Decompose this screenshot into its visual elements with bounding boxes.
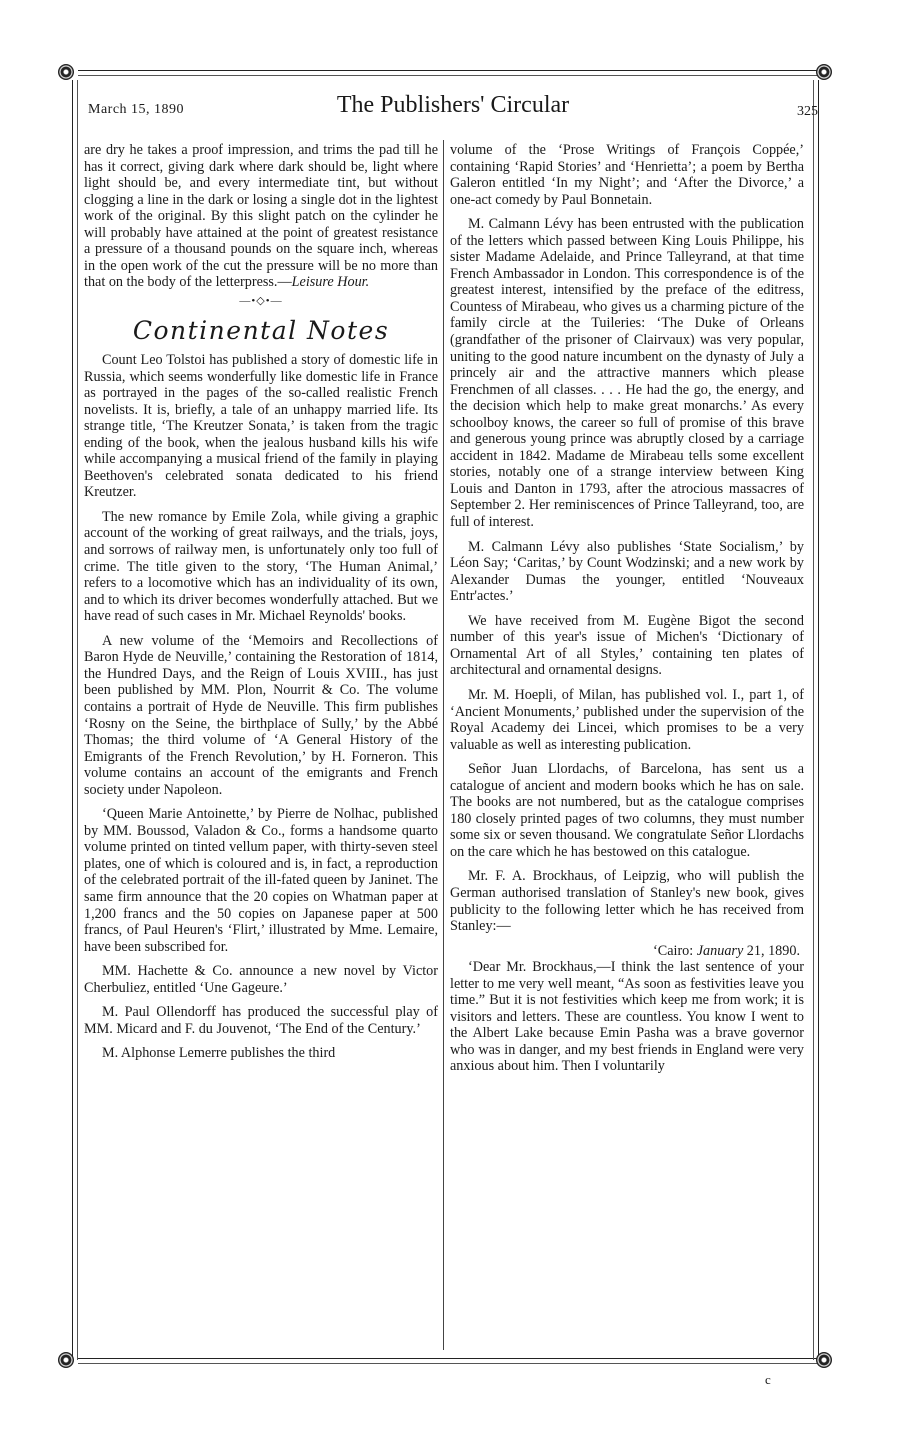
left-column	[84, 142, 438, 1070]
corner-ornament-icon	[816, 1352, 832, 1368]
top-border-rule-inner	[78, 75, 818, 76]
bottom-border-rule	[78, 1358, 818, 1359]
paragraph-text: are dry he takes a proof impression, and trims the pad till he has it correct, giving dark where dark should be, light where light should be, and every intermediate tint, but without clogging a line in the dark or losing a single dot in the lightest work of the original. By this slight patch on the cylinder he will probably have attained at the point of greatest resistance a pressure of a thousand pounds on the square inch, whereas in the open work of the cut the pressure will be no more than that on the body of the letterpress.—	[84, 142, 438, 291]
dateline-month: January	[696, 942, 744, 959]
paragraph: The new romance by Emile Zola, while giving a graphic account of the working of great railways, and the trials, joys, and sorrows of railway men, is unfortunately only too full of crime. The title given to the story, ‘The Human Animal,’ refers to a locomotive which has an individuality of its own, and to which its driver becomes wonderfully attached. But we have read of such cases in Mr. Michael Reynolds' books.	[84, 508, 438, 625]
running-header	[88, 92, 818, 126]
paragraph: volume of the ‘Prose Writings of François Coppée,’ containing ‘Rapid Stories’ and ‘Henrietta’; a poem by Bertha Galeron entitled ‘In my Night’; and ‘After the Divorce,’ a one-act comedy by Paul Bonnetain.	[450, 142, 804, 208]
page-number: 325	[797, 104, 818, 119]
right-border-rule-inner	[813, 80, 814, 1360]
paragraph: Señor Juan Llordachs, of Barcelona, has sent us a catalogue of ancient and modern books which he has on sale. The books are not numbered, but as the catalogue comprises 180 closely printed pages of two columns, they must number some six or seven thousand. We congratulate Señor Llordachs on the care which he has bestowed on this catalogue.	[450, 761, 804, 860]
bottom-border-rule-inner	[78, 1363, 818, 1364]
issue-date: March 15, 1890	[88, 102, 185, 117]
article-continuation	[84, 142, 438, 291]
paragraph: Count Leo Tolstoi has published a story of domestic life in Russia, which seems wonderfully like domestic life in France as portrayed in the pages of the so-called realistic French novelists. It is, briefly, a tale of an unhappy married life. Its strange title, ‘The Kreutzer Sonata,’ is taken from the tragic ending of the book, when the jealous husband kills his wife while accompanying a musical friend of the family in playing Beethoven's celebrated sonata dedicated to his friend Kreutzer.	[84, 352, 438, 501]
paragraph: We have received from M. Eugène Bigot the second number of this year's issue of Michen's ‘Dictionary of Ornamental Art of all Styles,’ containing ten plates of architectural and ornamental designs.	[450, 612, 804, 679]
column-divider	[443, 140, 444, 1350]
publication-title: The Publishers' Circular	[336, 92, 570, 118]
left-border-rule-inner	[77, 80, 78, 1360]
left-border-rule	[72, 80, 73, 1360]
section-heading: Continental Notes	[132, 316, 390, 346]
dateline-place: ‘Cairo:	[653, 942, 697, 959]
source-credit: Leisure Hour.	[291, 274, 370, 291]
dateline-day: 21, 1890.	[743, 942, 800, 959]
printer-signature-mark: c	[765, 1372, 771, 1387]
corner-ornament-icon	[58, 64, 74, 80]
letter-dateline	[450, 943, 804, 960]
paragraph: M. Calmann Lévy also publishes ‘State Socialism,’ by Léon Say; ‘Caritas,’ by Count Wodzinski; and a new work by Alexander Dumas the younger, entitled ‘Nouveaux Entr'actes.’	[450, 538, 804, 605]
top-border-rule	[78, 70, 818, 71]
paragraph: MM. Hachette & Co. announce a new novel by Victor Cherbuliez, entitled ‘Une Gageure.’	[84, 963, 438, 996]
paragraph: M. Alphonse Lemerre publishes the third	[102, 1045, 336, 1062]
right-column	[450, 142, 804, 1083]
section-ornament: —•◇•—	[239, 294, 283, 307]
paragraph: M. Paul Ollendorff has produced the successful play of MM. Micard and F. du Jouvenot, ‘The End of the Century.’	[84, 1004, 438, 1037]
paragraph: ‘Dear Mr. Brockhaus,—I think the last sentence of your letter to me very well meant, “As soon as festivities leave you time.” But it is not festivities which keep me from work; it is visitors and letters. These are countless. You know I went to the Albert Lake because Emin Pasha was a brave governor who was in danger, and my best friends in England were very anxious about him. Then I voluntarily	[450, 959, 804, 1075]
paragraph: Mr. M. Hoepli, of Milan, has published vol. I., part 1, of ‘Ancient Monuments,’ published under the supervision of the Royal Academy dei Lincei, which promises to be a very valuable as well as interesting publication.	[450, 686, 804, 753]
paragraph: ‘Queen Marie Antoinette,’ by Pierre de Nolhac, published by MM. Boussod, Valadon & Co., forms a handsome quarto volume printed on tinted vellum paper, with thirty-seven steel plates, one of which is coloured and is, in fact, a reproduction of the celebrated portrait of the ill-fated queen by Janinet. The same firm announce that the 20 copies on Whatman paper at 1,200 francs and the 50 copies on Japanese paper at 500 francs, of Paul Heuren's ‘Flirt,’ illustrated by Mme. Lemaire, have been subscribed for.	[84, 806, 438, 955]
right-border-rule	[818, 80, 819, 1360]
corner-ornament-icon	[58, 1352, 74, 1368]
paragraph: A new volume of the ‘Memoirs and Recollections of Baron Hyde de Neuville,’ containing the Restoration of 1814, the Hundred Days, and the Reign of Louis XVIII., has just been published by MM. Plon, Nourrit & Co. The volume contains a portrait of Hyde de Neuville. This firm publishes ‘Rosny on the Seine, the birthplace of Sully,’ by the Abbé Thomas; the third volume of ‘A General History of the Emigrants of the French Revolution,’ by H. Forneron. This volume contains an account of the emigrants and French society under Napoleon.	[84, 632, 438, 798]
paragraph: M. Calmann Lévy has been entrusted with the publication of the letters which passed between King Louis Philippe, his sister Madame Adelaide, and Prince Talleyrand, at that time French Ambassador in London. This correspondence is of the greatest interest, intensified by the preface of the editress, Countess of Mirabeau, who gives us a charming picture of the family circle at the Tuileries: ‘The Duke of Orleans (grandfather of the prisoner of Clairvaux) was very popular, uniting to the good nature incumbent on the dynasty of July a princely air and the attractive manners which please Frenchmen of all classes. . . . He had the go, the energy, and the decision which help to make great monarchs.’ As every schoolboy knows, the career so full of promise of this brave and generous young prince was abruptly closed by a carriage accident in 1842. Madame de Mirabeau tells some excellent stories, notably one of a strange interview between King Louis and Danton in 1793, after the atrocious massacres of September 2. Her reminiscences of Prince Talleyrand, too, are full of interest.	[450, 216, 804, 531]
paragraph: Mr. F. A. Brockhaus, of Leipzig, who will publish the German authorised translation of Stanley's new book, gives publicity to the following letter which he has received from Stanley:—	[450, 868, 804, 935]
corner-ornament-icon	[816, 64, 832, 80]
